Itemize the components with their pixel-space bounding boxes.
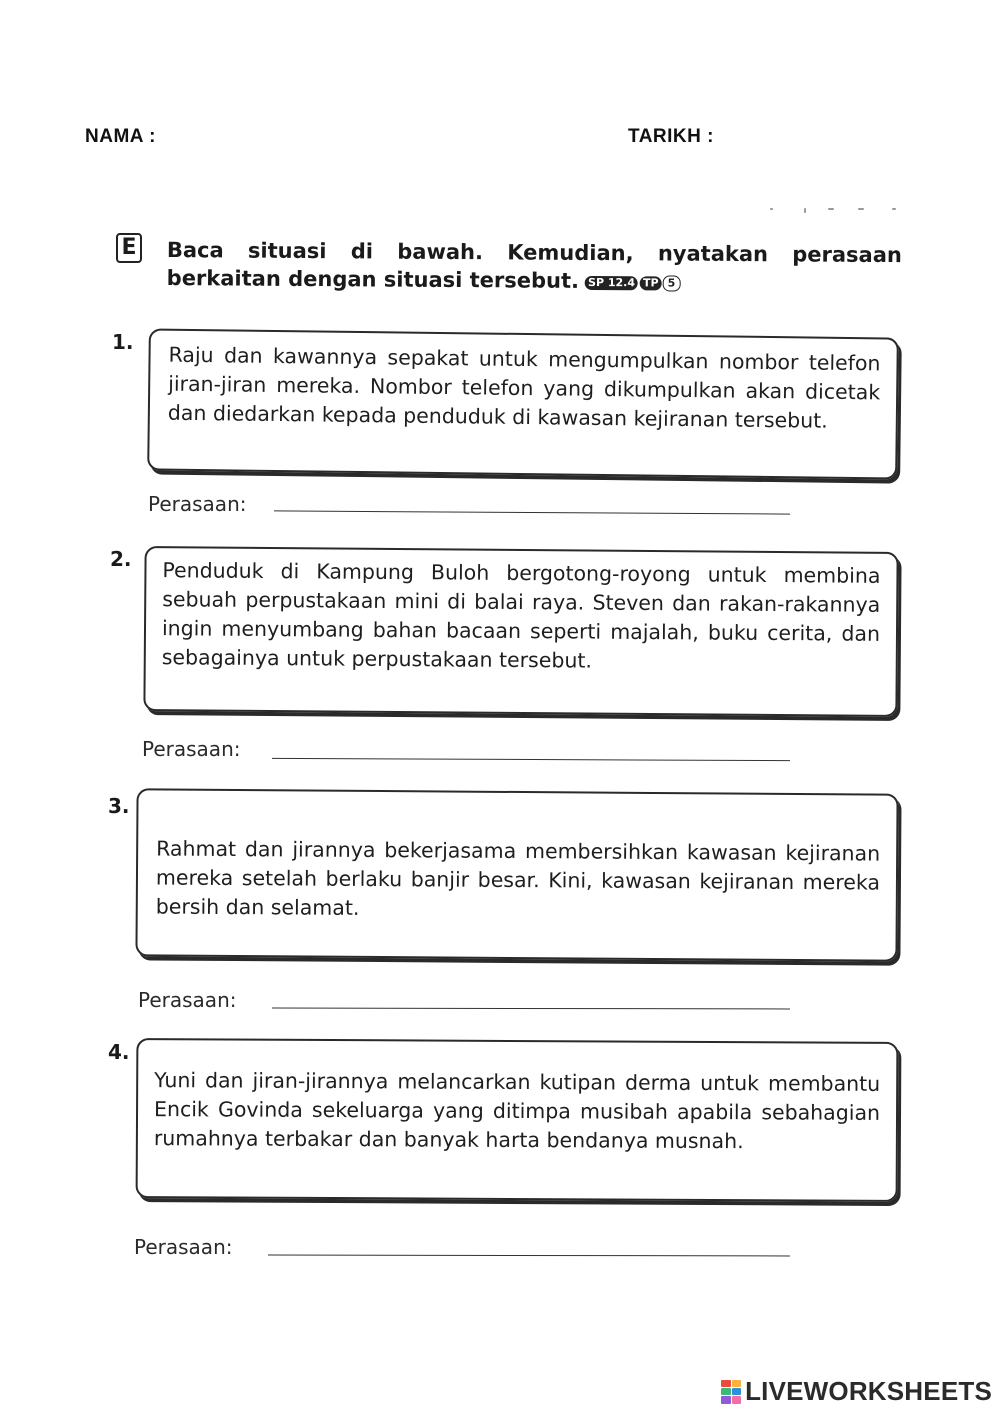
situation-box-3 [135, 788, 898, 961]
icon-block [732, 1388, 742, 1395]
instruction-line-2 [167, 264, 902, 297]
level-badge: 5 [663, 275, 681, 291]
perasaan-label-1: Perasaan: [148, 492, 247, 516]
situation-box-2 [143, 546, 898, 717]
instruction-line-1: Baca situasi di bawah. Kemudian, nyatakan perasaan [166, 237, 902, 268]
scan-specks [770, 208, 910, 212]
situation-text-3: Rahmat dan jirannya bekerjasama membersihkan kawasan kejiranan mereka setelah berlaku banjir besar. Kini, kawasan kejiranan mereka bersih dan selamat. [155, 836, 881, 920]
liveworksheets-icon [721, 1380, 741, 1404]
icon-block [721, 1388, 731, 1395]
section-letter: E [116, 233, 142, 263]
icon-block [721, 1396, 731, 1403]
situation-text-2: Penduduk di Kampung Buloh bergotong-royong untuk membina sebuah perpustakaan mini di balai raya. Steven dan rakan-rakannya ingin menyumbang bahan bacaan seperti majalah, buku cerita, dan sebagainya untuk perpustakaan tersebut. [161, 558, 881, 673]
brand-text: LIVEWORKSHEETS [745, 1376, 992, 1406]
situation-text-4: Yuni dan jiran-jirannya melancarkan kutipan derma untuk membantu Encik Govinda sekeluarga yang ditimpa musibah apabila sebahagian rumahnya terbakar dan banyak harta bendanya musnah. [153, 1068, 881, 1154]
situation-box-4 [136, 1038, 899, 1202]
instruction-line-2-text: berkaitan dengan situasi tersebut. [166, 265, 580, 293]
perasaan-label-4: Perasaan: [134, 1235, 233, 1259]
question-number: 1. [112, 330, 134, 354]
situation-text-1: Raju dan kawannya sepakat untuk mengumpulkan nombor telefon jiran-jiran mereka. Nombor telefon yang dikumpulkan akan dicetak dan diedarkan kepada penduduk di kawasan kejiranan tersebut. [167, 342, 881, 433]
answer-line-4[interactable] [268, 1255, 790, 1257]
instruction [167, 236, 902, 297]
nama-label: NAMA : [85, 126, 156, 147]
answer-line-1[interactable] [274, 510, 790, 514]
icon-block [732, 1396, 742, 1403]
situation-box-1 [147, 328, 899, 479]
perasaan-label-2: Perasaan: [142, 737, 241, 761]
question-number: 4. [108, 1040, 130, 1064]
perasaan-label-3: Perasaan: [138, 988, 237, 1012]
sp-badge: SP 12.4 [585, 276, 638, 290]
question-number: 3. [108, 794, 130, 818]
icon-block [721, 1380, 731, 1387]
icon-block [732, 1380, 742, 1387]
liveworksheets-logo[interactable] [721, 1376, 992, 1407]
answer-line-2[interactable] [272, 758, 790, 761]
tarikh-label: TARIKH : [628, 126, 714, 147]
question-number: 2. [110, 547, 132, 571]
tp-badge: TP [640, 276, 662, 290]
answer-line-3[interactable] [272, 1008, 790, 1010]
